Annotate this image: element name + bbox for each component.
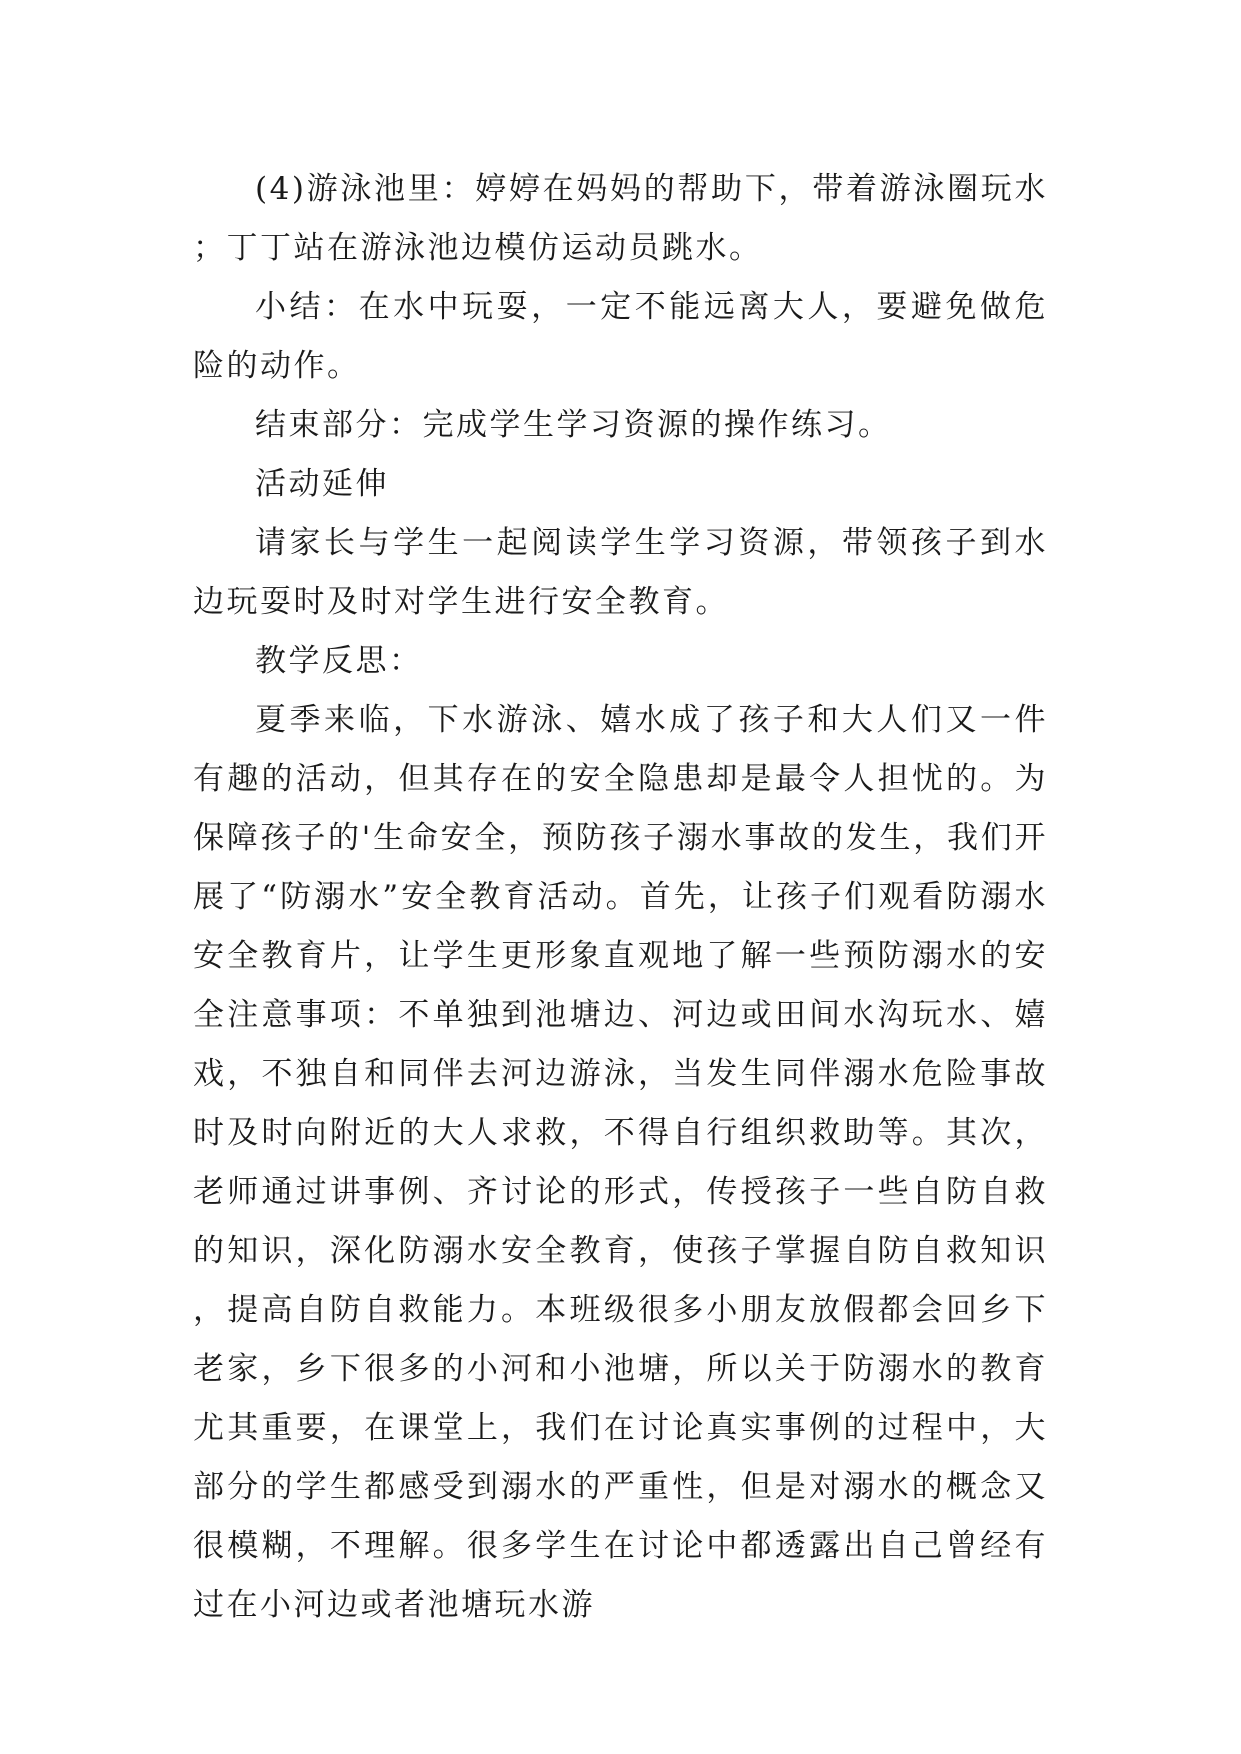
heading-teaching-reflection: 教学反思： xyxy=(255,643,423,679)
document-body xyxy=(193,160,1048,1635)
paragraph-parents: 请家长与学生一起阅读学生学习资源，带领孩子到水边玩耍时及时对学生进行安全教育。 xyxy=(193,525,1048,620)
paragraph-closing: 结束部分：完成学生学习资源的操作练习。 xyxy=(255,407,892,443)
paragraph-summary: 小结：在水中玩耍，一定不能远离大人，要避免做危险的动作。 xyxy=(193,289,1048,384)
paragraph-reflection: 夏季来临，下水游泳、嬉水成了孩子和大人们又一件有趣的活动，但其存在的安全隐患却是最令人担忧的。为保障孩子的'生命安全，预防孩子溺水事故的发生，我们开展了“防溺水”安全教育活动。首先，让孩子们观看防溺水安全教育片，让学生更形象直观地了解一些预防溺水的安全注意事项：不单独到池塘边、河边或田间水沟玩水、嬉戏，不独自和同伴去河边游泳，当发生同伴溺水危险事故时及时向附近的大人求救，不得自行组织救助等。其次，老师通过讲事例、齐讨论的形式，传授孩子一些自防自救的知识，深化防溺水安全教育，使孩子掌握自防自救知识，提高自防自救能力。本班级很多小朋友放假都会回乡下老家，乡下很多的小河和小池塘，所以关于防溺水的教育尤其重要，在课堂上，我们在讨论真实事例的过程中，大部分的学生都感受到溺水的严重性，但是对溺水的概念又很模糊，不理解。很多学生在讨论中都透露出自己曾经有过在小河边或者池塘玩水游 xyxy=(193,702,1048,1623)
heading-activity-extension: 活动延伸 xyxy=(255,466,389,502)
paragraph-swimming-pool: (4)游泳池里：婷婷在妈妈的帮助下，带着游泳圈玩水；丁丁站在游泳池边模仿运动员跳水。 xyxy=(193,171,1048,266)
